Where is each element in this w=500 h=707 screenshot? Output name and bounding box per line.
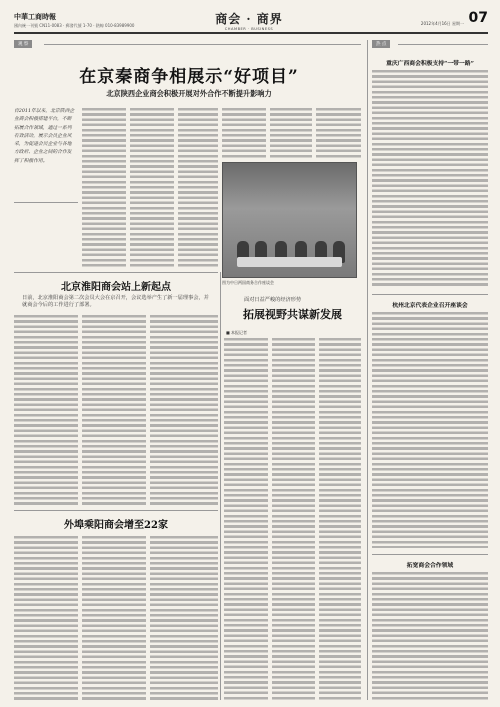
story2-body-col-3 <box>150 315 218 505</box>
side-story3-body <box>372 572 488 700</box>
side-story3-headline: 拓宽商会合作领域 <box>406 563 454 569</box>
lead-paragraph: 自2011年以来，北京陕西企业商会积极搭建平台，不断拓展合作领域，通过一系列有效活动，展示会员企业风采，为促进会员企业与各地方政府、企业之间的合作发挥了积极作用。 <box>14 109 75 164</box>
section-tag-observe: 观 察 <box>14 40 32 48</box>
side-divider <box>372 554 488 555</box>
side-story1-body <box>372 70 488 288</box>
story3-byline: ■ 本报记者 <box>226 330 248 335</box>
page-number: 07 <box>468 10 488 26</box>
story4-body-col-2 <box>82 536 146 700</box>
issue-date: 2012年4月16日 星期一 <box>420 21 464 26</box>
story2-body-col-1 <box>14 315 78 505</box>
story4-body-col-1 <box>14 536 78 700</box>
section-rule <box>44 44 361 45</box>
side-story2-headline: 杭州北京代表企业召开座谈会 <box>392 303 468 309</box>
story-divider <box>14 272 218 273</box>
photo-table <box>237 257 342 267</box>
story-divider <box>14 510 218 511</box>
story3-body-col-1 <box>224 338 268 700</box>
story3-body-col-2 <box>272 338 315 700</box>
story4-headline: 外埠乘阳商会增至22家 <box>64 520 168 531</box>
section-title-block <box>204 10 294 32</box>
newspaper-name: 中華工商時報 <box>14 12 56 21</box>
article-body-col-1 <box>82 108 126 268</box>
section-tag-hot: 热 点 <box>372 40 390 48</box>
article-body-col-6 <box>316 108 361 158</box>
article-body-col-4 <box>222 108 266 158</box>
story3-body-col-3 <box>319 338 361 700</box>
main-subhead: 北京陕西企业商会积极开展对外合作不断提升影响力 <box>106 89 272 98</box>
article-body-col-5 <box>270 108 312 158</box>
main-headline: 在京秦商争相展示“好项目” <box>79 67 299 87</box>
news-photo <box>222 162 357 278</box>
side-divider <box>372 294 488 295</box>
article-body-col-2 <box>130 108 174 268</box>
main-column <box>14 40 361 700</box>
photo-caption: 图为中日两国商务合作座谈会 <box>222 280 274 285</box>
side-story2-body <box>372 312 488 548</box>
lead-divider <box>14 202 78 203</box>
article-body-col-3 <box>178 108 218 268</box>
section-title: 商会 · 商界 <box>215 12 283 26</box>
section-title-en: CHAMBER · BUSINESS <box>224 27 274 31</box>
section-rule <box>398 44 488 45</box>
story2-body-col-2 <box>82 315 146 505</box>
column-divider <box>220 272 221 700</box>
story3-kicker: 面对日益严峻的经济形势 <box>244 297 302 303</box>
story2-lead: 日前，北京淮阳商会第二次会员大会在京召开，会议选举产生了新一届理事会，并就商会今后的工作进行了部署。 <box>22 295 209 308</box>
story3-headline: 拓展视野共谋新发展 <box>243 308 342 321</box>
masthead <box>14 10 488 34</box>
story4-body-col-3 <box>150 536 218 700</box>
side-column <box>367 40 488 700</box>
story2-headline: 北京淮阳商会站上新起点 <box>61 282 171 293</box>
side-story1-headline: 重庆广西商会积极支持“一带一路” <box>386 61 474 67</box>
newspaper-meta: 國內統一刊號 CN11-0083 · 郵發代號 1-70 · 熱線 010-83989900 <box>14 23 135 28</box>
